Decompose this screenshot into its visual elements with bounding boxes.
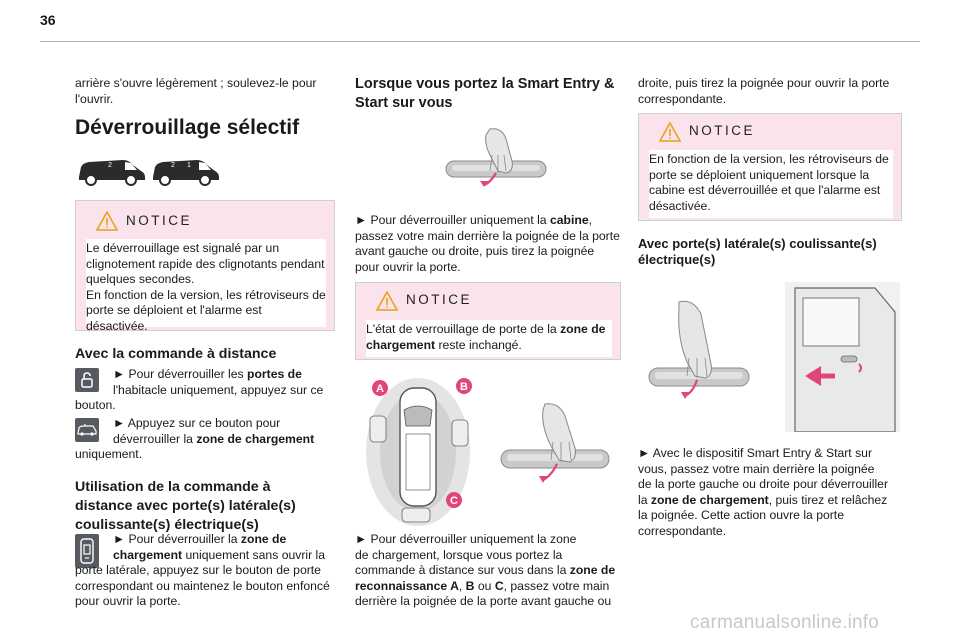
cargo-unlock-step: ► Pour déverrouiller uniquement la zone de chargement, lorsque vous portez la commande à distance sur vous dans la zone de reconnaissance A, B ou C, passez votre main derrière la poignée de la porte avant gauche ou <box>355 532 616 608</box>
notice-title: NOTICE <box>406 292 473 307</box>
remote-step-2: ► Appuyez sur ce bouton pour déverrouiller la zone de chargement <box>113 416 315 446</box>
notice-title: NOTICE <box>126 213 193 228</box>
zone-label-b: B <box>460 381 468 393</box>
notice-title: NOTICE <box>689 123 756 138</box>
continuation-text: droite, puis tirez la poignée pour ouvrir la porte correspondante. <box>638 76 890 106</box>
warning-icon <box>96 211 118 231</box>
notice-box-2 <box>355 282 621 360</box>
svg-text:1: 1 <box>187 162 191 169</box>
zone-label-c: C <box>450 495 458 507</box>
remote-step-1: ► Pour déverrouiller les portes de l'habitacle uniquement, appuyez sur ce <box>113 367 324 397</box>
intro-text: arrière s'ouvre légèrement ; soulevez-le pour l'ouvrir. <box>75 76 317 106</box>
door-handle-image <box>440 125 550 205</box>
smart-entry-heading: Lorsque vous portez la Smart Entry & Start sur vous <box>355 76 615 111</box>
svg-text:2: 2 <box>108 162 112 169</box>
sliding-step-cont: porte latérale, appuyez sur le bouton de porte correspondant ou maintenez le bouton enfoncé pour ouvrir la porte. <box>75 563 330 608</box>
remote-control-heading: Avec la commande à distance <box>75 346 277 362</box>
van-rear-icon <box>75 418 99 442</box>
column-1 <box>75 76 335 107</box>
notice-box-3 <box>638 113 902 221</box>
door-handle-image <box>495 400 615 510</box>
site-watermark: carmanualsonline.info <box>690 612 880 633</box>
page-number: 36 <box>40 12 56 28</box>
unlock-button-icon <box>75 368 99 392</box>
svg-text:2: 2 <box>171 162 175 169</box>
electric-sliding-door-heading: Avec porte(s) latérale(s) coulissante(s) électrique(s) <box>638 236 877 267</box>
warning-icon <box>659 122 681 142</box>
remote-step-2-end: uniquement. <box>75 447 143 461</box>
notice-body: Le déverrouillage est signalé par un clignotement rapide des clignotants pendant quelques secondes. En fonction de la version, les rétroviseurs de porte se déploient et l'alarme est désactivée. <box>86 241 326 333</box>
recognition-zones-illustration <box>358 370 478 535</box>
notice-body: L'état de verrouillage de porte de la zone de chargement reste inchangé. <box>366 320 612 357</box>
notice-box-1 <box>75 200 335 331</box>
sliding-door-illustration <box>645 282 900 437</box>
cargo-unlock-button-icon <box>75 418 99 442</box>
vehicle-top-view-image <box>358 370 478 530</box>
hand-handle-illustration-1 <box>440 125 550 210</box>
sliding-door-handle-image <box>645 282 900 432</box>
sliding-door-step: ► Avec le dispositif Smart Entry & Start sur vous, passez votre main derrière la poignée de la porte gauche ou droite pour déverrouiller la zone de chargement, puis tirez et relâchez la poignée. Cette action ouvre la porte correspondante. <box>638 446 889 538</box>
notice-body: En fonction de la version, les rétroviseurs de porte se déploient uniquement lorsque la cabine est déverrouillée et que l'alarme est désactivée. <box>649 150 893 218</box>
cabin-unlock-step: ► Pour déverrouiller uniquement la cabine, passez votre main derrière la poignée de la porte avant gauche ou droite, puis tirez la poignée pour ouvrir la porte. <box>355 213 620 274</box>
van-icon <box>75 155 225 187</box>
header-divider <box>40 41 920 42</box>
selective-unlock-heading: Déverrouillage sélectif <box>75 116 300 139</box>
hand-handle-illustration-2 <box>495 400 615 515</box>
zone-label-a: A <box>376 383 384 395</box>
remote-step-1-end: bouton. <box>75 398 116 412</box>
sliding-step: ► Pour déverrouiller la zone de chargement uniquement sans ouvrir la <box>113 532 326 562</box>
van-pictograms <box>75 155 225 192</box>
warning-icon <box>376 291 398 311</box>
padlock-open-icon <box>75 368 99 392</box>
sliding-door-remote-heading: Utilisation de la commande à distance avec porte(s) latérale(s) coulissante(s) électrique(s) <box>75 479 296 533</box>
